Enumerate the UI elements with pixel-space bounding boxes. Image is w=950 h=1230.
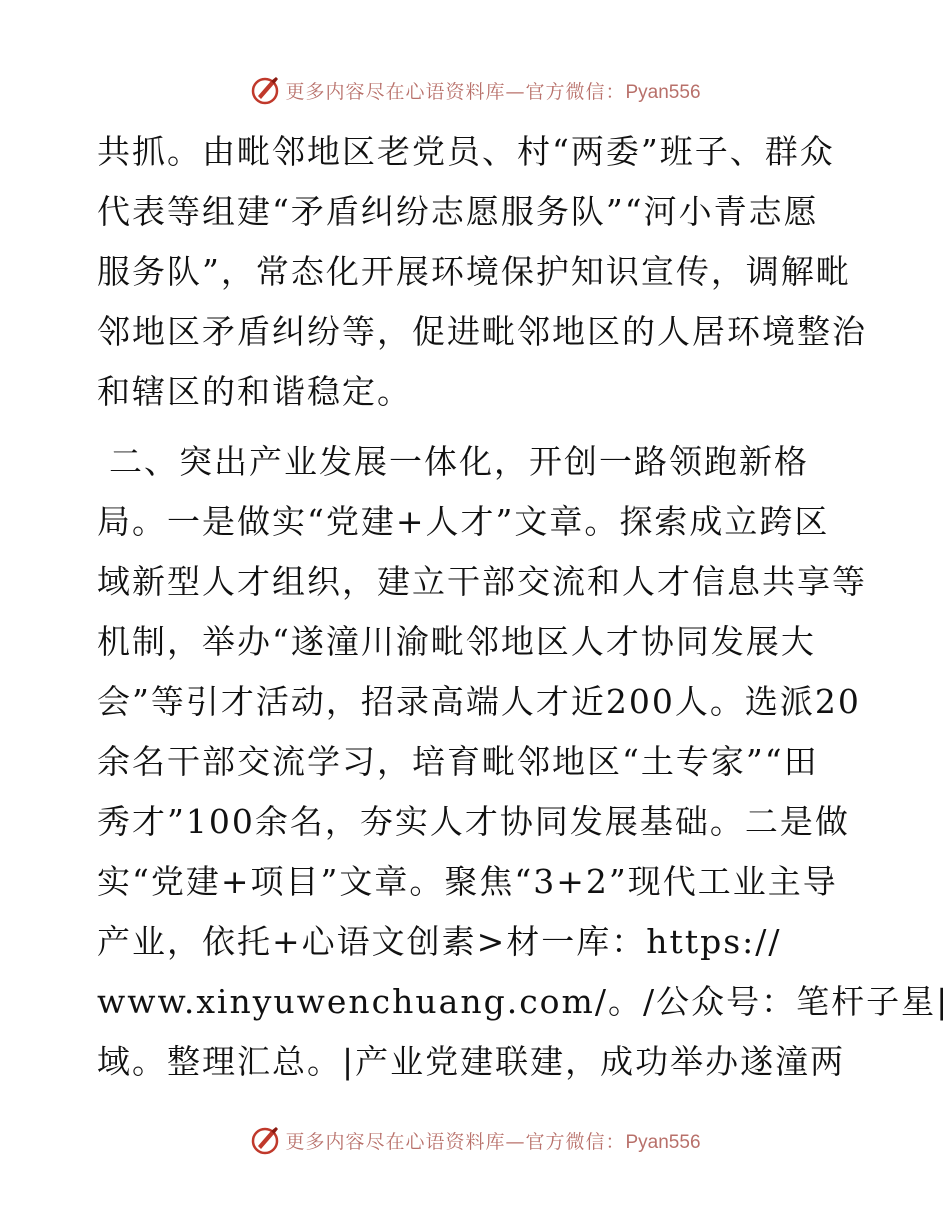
section-heading-line: 二、突出产业发展一体化，开创一路领跑新格 — [109, 442, 809, 481]
header-banner-text: 更多内容尽在心语资料库—官方微信： — [285, 80, 626, 103]
text-line: 域。整理汇总。|产业党建联建，成功举办遂潼两 — [97, 1042, 846, 1081]
paragraph-1 — [97, 122, 867, 422]
text-line: 会”等引才活动，招录高端人才近200人。选派20 — [97, 682, 861, 721]
text-line: 实“党建+项目”文章。聚焦“3+2”现代工业主导 — [97, 862, 838, 901]
text-line: 机制，举办“遂潼川渝毗邻地区人才协同发展大 — [97, 622, 816, 661]
text-line: 局。一是做实“党建+人才”文章。探索成立跨区 — [97, 502, 830, 541]
paragraph-2 — [97, 432, 950, 1092]
text-line: 和辖区的和谐稳定。 — [97, 372, 412, 411]
text-line: 服务队”，常态化开展环境保护知识宣传，调解毗 — [97, 252, 851, 291]
header-watermark-banner — [0, 70, 950, 110]
text-line: 代表等组建“矛盾纠纷志愿服务队”“河小青志愿 — [97, 192, 819, 231]
text-line: 产业，依托+心语文创素>材一库：https:// — [97, 922, 782, 961]
text-line: 余名干部交流学习，培育毗邻地区“土专家”“田 — [97, 742, 819, 781]
text-line: 域新型人才组织，建立干部交流和人才信息共享等 — [97, 562, 867, 601]
url-text-line: www.xinyuwenchuang.com/。/公众号：笔杆子星| — [97, 982, 950, 1021]
header-banner-handle: Pyan556 — [625, 81, 701, 103]
quill-pen-logo-icon — [249, 74, 281, 106]
footer-banner-text: 更多内容尽在心语资料库—官方微信： — [285, 1130, 626, 1153]
text-line: 邻地区矛盾纠纷等，促进毗邻地区的人居环境整治 — [97, 312, 867, 351]
footer-watermark-banner — [0, 1120, 950, 1160]
document-body — [97, 122, 950, 1092]
footer-banner-handle: Pyan556 — [625, 1131, 701, 1153]
text-line: 共抓。由毗邻地区老党员、村“两委”班子、群众 — [97, 132, 835, 171]
quill-pen-logo-icon — [249, 1124, 281, 1156]
text-line: 秀才”100余名，夯实人才协同发展基础。二是做 — [97, 802, 850, 841]
